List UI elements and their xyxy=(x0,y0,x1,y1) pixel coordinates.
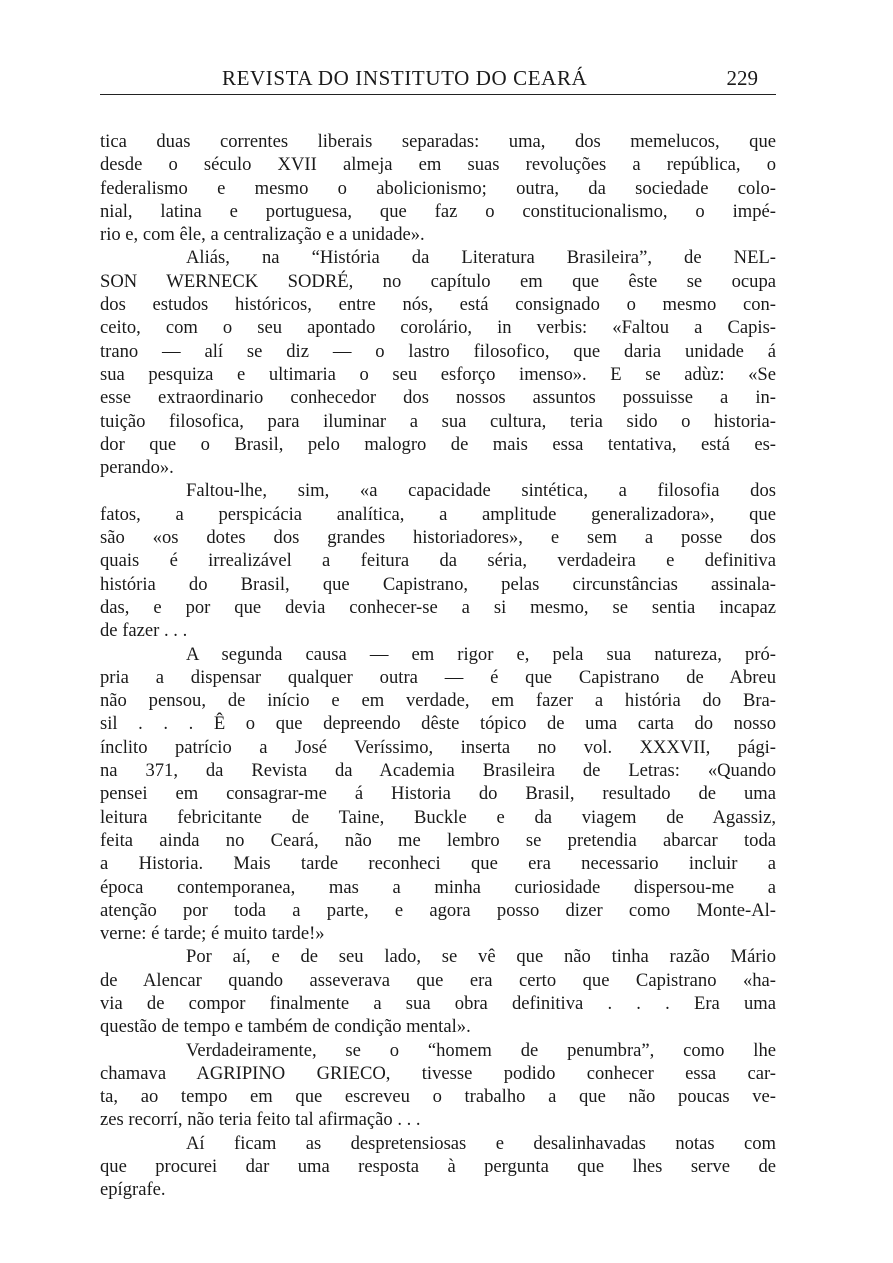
text-line: Aliás, na “História da Literatura Brasileira”, de NEL- xyxy=(186,247,776,269)
text-line: trano — alí se diz — o lastro filosofico, que daria unidade á xyxy=(100,340,776,362)
text-line: epígrafe. xyxy=(100,1179,166,1201)
text-line: na 371, da Revista da Academia Brasileira de Letras: «Quando xyxy=(100,760,776,782)
running-title: REVISTA DO INSTITUTO DO CEARÁ xyxy=(222,66,588,90)
text-line: Aí ficam as despretensiosas e desalinhavadas notas com xyxy=(186,1132,776,1154)
text-line: questão de tempo e também de condição mental». xyxy=(100,1016,471,1038)
text-line: ceito, com o seu apontado corolário, in verbis: «Faltou a Capis- xyxy=(100,317,776,339)
text-line: SON WERNECK SODRÉ, no capítulo em que êste se ocupa xyxy=(100,270,776,292)
text-line: são «os dotes dos grandes historiadores», e sem a posse dos xyxy=(100,527,776,549)
text-line: ta, ao tempo em que escreveu o trabalho a que não poucas ve- xyxy=(100,1086,776,1108)
text-line: sil . . . Ê o que depreendo dêste tópico de uma carta do nosso xyxy=(100,713,776,735)
text-line: feita ainda no Ceará, não me lembro se pretendia abarcar toda xyxy=(100,829,776,851)
text-line: de fazer . . . xyxy=(100,620,188,642)
text-line: ínclito patrício a José Veríssimo, inserta no vol. XXXVII, pági- xyxy=(100,736,776,758)
text-line: nial, latina e portuguesa, que faz o constitucionalismo, o impé- xyxy=(100,200,776,222)
text-line: perando». xyxy=(100,457,174,479)
text-line: de Alencar quando asseverava que era certo que Capistrano «ha- xyxy=(100,969,776,991)
text-line: não pensou, de início e em verdade, em fazer a história do Bra- xyxy=(100,690,776,712)
page-number: 229 xyxy=(726,66,758,90)
text-line: história do Brasil, que Capistrano, pelas circunstâncias assinala- xyxy=(100,573,776,595)
text-line: Por aí, e de seu lado, se vê que não tinha razão Mário xyxy=(186,946,776,968)
text-line: rio e, com êle, a centralização e a unidade». xyxy=(100,224,425,246)
text-line: via de compor finalmente a sua obra definitiva . . . Era uma xyxy=(100,992,776,1014)
text-line: das, e por que devia conhecer-se a si mesmo, se sentia incapaz xyxy=(100,596,776,618)
text-line: zes recorrí, não teria feito tal afirmação . . . xyxy=(100,1109,421,1131)
text-line: leitura febricitante de Taine, Buckle e da viagem de Agassiz, xyxy=(100,806,776,828)
text-line: pensei em consagrar-me á Historia do Brasil, resultado de uma xyxy=(100,783,776,805)
text-line: fatos, a perspicácia analítica, a amplitude generalizadora», que xyxy=(100,503,776,525)
text-line: desde o século XVII almeja em suas revoluções a república, o xyxy=(100,154,776,176)
text-line: época contemporanea, mas a minha curiosidade dispersou-me a xyxy=(100,876,776,898)
text-line: pria a dispensar qualquer outra — é que Capistrano de Abreu xyxy=(100,666,776,688)
text-line: chamava AGRIPINO GRIECO, tivesse podido conhecer essa car- xyxy=(100,1062,776,1084)
text-line: tica duas correntes liberais separadas: uma, dos memelucos, que xyxy=(100,131,776,152)
text-line: atenção por toda a parte, e agora posso dizer como Monte-Al- xyxy=(100,899,776,921)
text-line: a Historia. Mais tarde reconheci que era necessario incluir a xyxy=(100,853,776,875)
text-line: esse extraordinario conhecedor dos nossos assuntos possuisse a in- xyxy=(100,387,776,409)
body-text xyxy=(100,130,776,1202)
text-line: Faltou-lhe, sim, «a capacidade sintética, a filosofia dos xyxy=(186,480,776,502)
text-line: quais é irrealizável a feitura da séria, verdadeira e definitiva xyxy=(100,550,776,572)
text-line: dos estudos históricos, entre nós, está consignado o mesmo con- xyxy=(100,294,776,316)
text-line: A segunda causa — em rigor e, pela sua natureza, pró- xyxy=(186,643,776,665)
page-header xyxy=(100,64,776,95)
text-line: sua pesquiza e ultimaria o seu esforço imenso». E se adùz: «Se xyxy=(100,363,776,385)
text-line: que procurei dar uma resposta à pergunta que lhes serve de xyxy=(100,1156,776,1178)
text-line: dor que o Brasil, pelo malogro de mais essa tentativa, está es- xyxy=(100,433,776,455)
text-line: Verdadeiramente, se o “homem de penumbra”, como lhe xyxy=(186,1039,776,1061)
text-line: verne: é tarde; é muito tarde!» xyxy=(100,923,325,945)
text-line: tuição filosofica, para iluminar a sua cultura, teria sido o historia- xyxy=(100,410,776,432)
text-line: federalismo e mesmo o abolicionismo; outra, da sociedade colo- xyxy=(100,177,776,199)
